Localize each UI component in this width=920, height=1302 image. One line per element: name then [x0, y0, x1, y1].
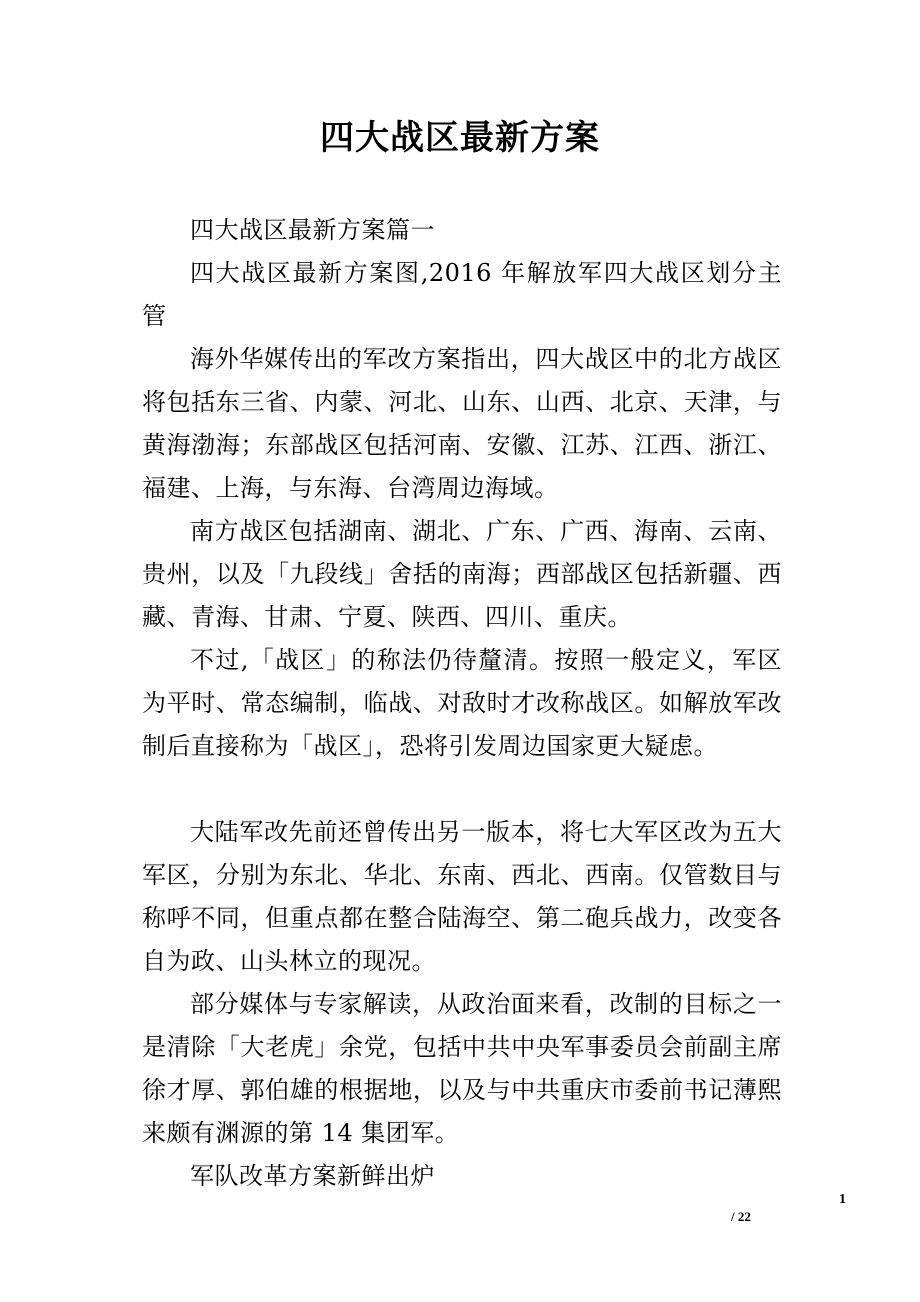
document-title: 四大战区最新方案 — [320, 118, 600, 158]
paragraph: 南方战区包括湖南、湖北、广东、广西、海南、云南、贵州，以及「九段线」舍括的南海；西部战区包括新疆、西藏、青海、甘肃、宁夏、陕西、四川、重庆。 — [142, 517, 782, 631]
paragraph: 海外华媒传出的军改方案指出，四大战区中的北方战区将包括东三省、内蒙、河北、山东、山西、北京、天津，与黄海渤海；东部战区包括河南、安徽、江苏、江西、浙江、福建、上海，与东海、台湾周边海域。 — [142, 345, 782, 502]
paragraph: 大陆军改先前还曾传出另一版本，将七大军区改为五大军区，分别为东北、华北、东南、西北、西南。仅管数目与称呼不同，但重点都在整合陆海空、第二砲兵战力，改变各自为政、山头林立的现况。 — [142, 818, 782, 975]
paragraph: 四大战区最新方案图,2016 年解放军四大战区划分主管 — [142, 259, 782, 330]
page-number: 1 — [839, 1192, 846, 1207]
document-body — [142, 209, 782, 1198]
paragraph: 不过,「战区」的称法仍待釐清。按照一般定义，军区为平时、常态编制，临战、对敌时才改称战区。如解放军改制后直接称为「战区」，恐将引发周边国家更大疑虑。 — [142, 646, 782, 760]
paragraph: 部分媒体与专家解读，从政治面来看，改制的目标之一是清除「大老虎」余党，包括中共中央军事委员会前副主席徐才厚、郭伯雄的根据地，以及与中共重庆市委前书记薄熙来颇有渊源的第 14 集团军。 — [142, 990, 782, 1147]
paragraph-heading: 四大战区最新方案篇一 — [190, 216, 435, 244]
paragraph: 军队改革方案新鲜出炉 — [190, 1162, 435, 1190]
page-total: / 22 — [731, 1209, 751, 1224]
